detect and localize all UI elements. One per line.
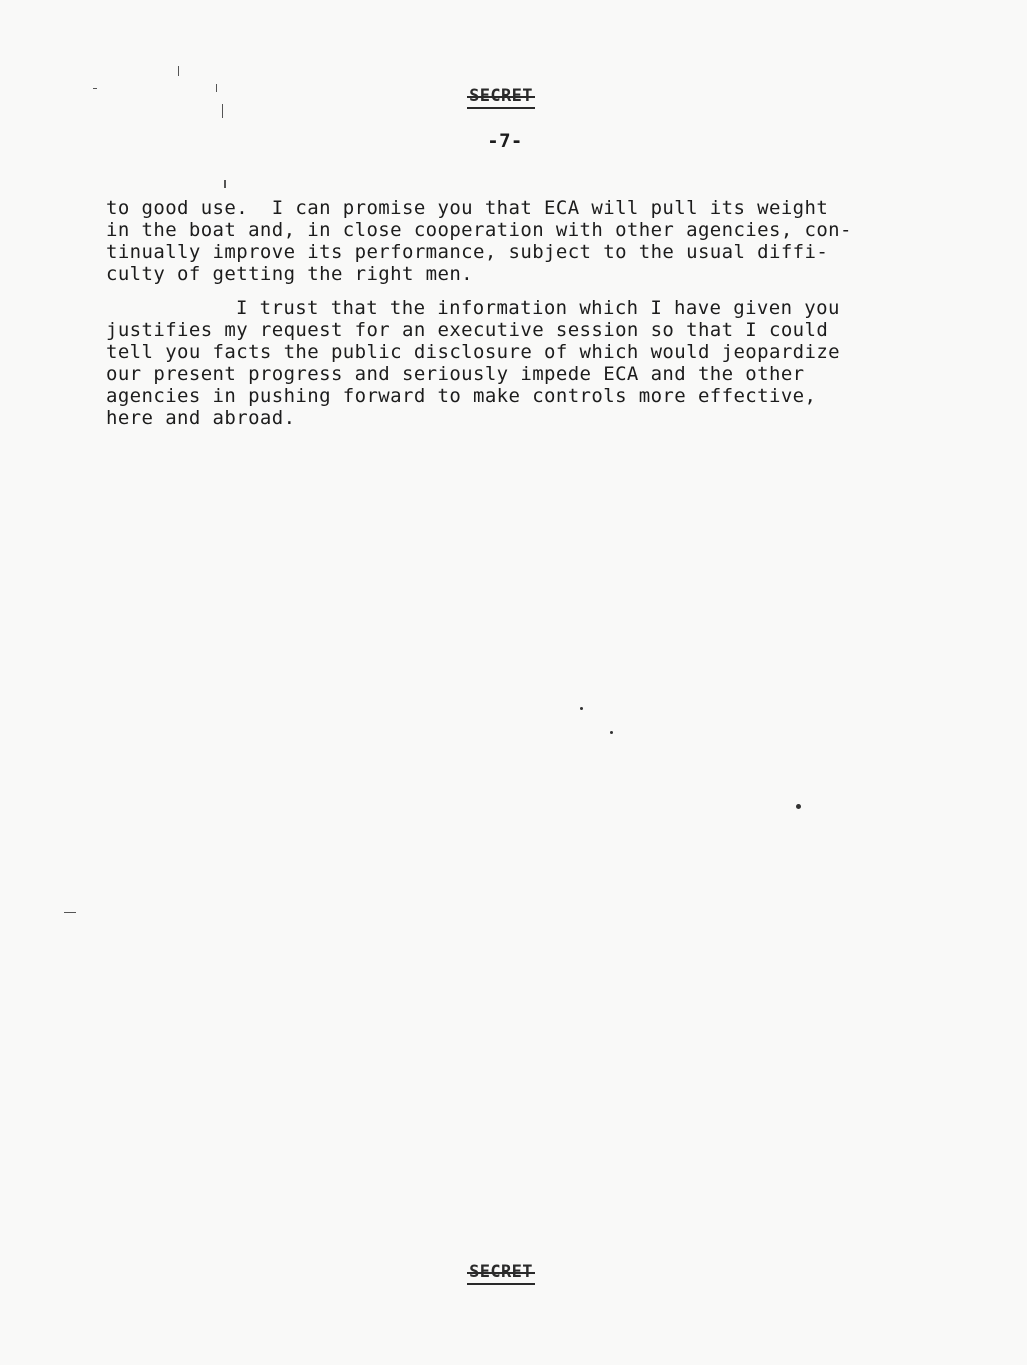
paper-speck (796, 804, 801, 809)
paragraph-2-line-3: tell you facts the public disclosure of which would jeopardize (106, 341, 841, 363)
paper-mark (216, 84, 217, 92)
paper-mark (222, 104, 223, 118)
classification-footer-text: SECRET (469, 1262, 533, 1282)
paragraph-1-line-1: to good use. I can promise you that ECA will pull its weight (106, 197, 829, 219)
paper-mark (93, 88, 97, 89)
classification-header-text: SECRET (469, 86, 533, 106)
paper-mark (64, 912, 76, 913)
paragraph-2-line-5: agencies in pushing forward to make controls more effective, (106, 385, 817, 407)
paragraph-2-line-1: I trust that the information which I have given you (236, 297, 840, 319)
paper-mark (178, 66, 179, 76)
paper-speck (580, 707, 583, 710)
paper-speck (610, 731, 613, 734)
paragraph-2-line-2: justifies my request for an executive session so that I could (106, 319, 829, 341)
paragraph-2-line-4: our present progress and seriously impede ECA and the other (106, 363, 805, 385)
paragraph-2-line-6: here and abroad. (106, 407, 296, 429)
classification-footer (0, 1262, 1002, 1282)
paragraph-1-line-3: tinually improve its performance, subject to the usual diffi- (106, 241, 829, 263)
paragraph-1-line-4: culty of getting the right men. (106, 263, 474, 285)
classification-header (0, 86, 1002, 106)
paragraph-1-line-2: in the boat and, in close cooperation with other agencies, con- (106, 219, 852, 241)
paper-mark (224, 180, 226, 188)
page-number: -7- (487, 130, 523, 152)
